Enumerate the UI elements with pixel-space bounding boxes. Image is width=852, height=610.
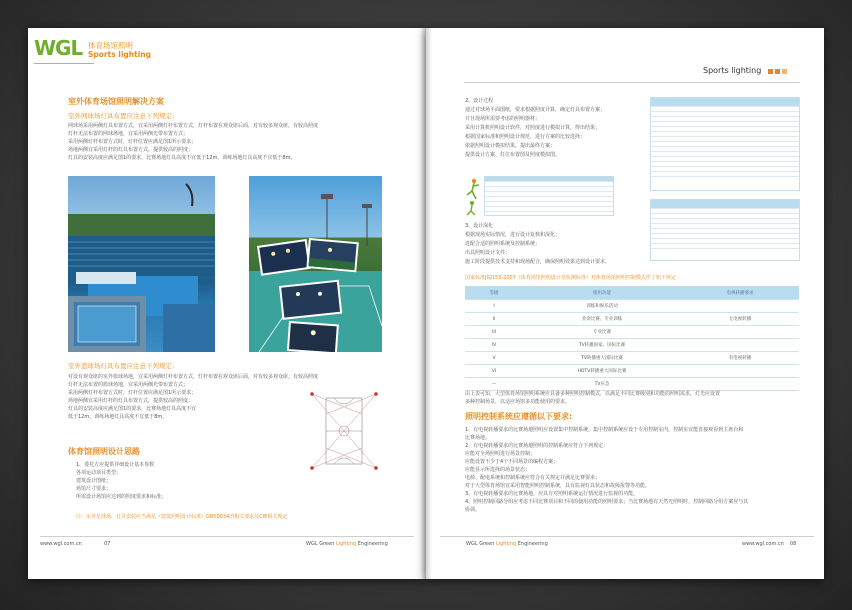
gym-line-5: 所需设计场馆应达到的照度要求和标准； [76, 494, 167, 500]
deepening-line-3: 选配合适的照明系统及控制系统； [465, 241, 541, 247]
right-footer-url[interactable]: www.wgl.com.cn [742, 541, 784, 547]
basketball-line-2: 灯杆无法布置的篮球场地，宜采用两侧光带布置方式； [68, 382, 189, 388]
standard-note: 国家标准JGJ153-2007《体育场馆照明设计及检测标准》对体育场馆照明控制模式作了如下规定： [465, 275, 681, 281]
deepening-line-5: 施工阶段提供技术支持和现场配合，确保照明效果达到设计要求。 [465, 259, 611, 265]
design-process-line-6: 依据照明设计模拟结果，提出最终方案； [465, 143, 556, 149]
brand-highlight: Lighting [335, 541, 357, 547]
lighting-grade-table [465, 286, 799, 391]
standard-values-table-2 [650, 199, 800, 261]
stadium-illustration [68, 176, 215, 352]
summary-line-2: 多种控制场景，以适应场馆多功能使用的要求。 [465, 399, 571, 405]
control-line-1: 1、有电视转播要求的比赛场地照明应设置集中控制系统，集中控制系统应设于专用控制室内，控制室宜能直接观看到主席台和 [465, 427, 744, 433]
cell-grade: IV [465, 339, 523, 352]
cell-function: 训练和娱乐活动 [523, 300, 681, 313]
design-process-line-5: 根据国家标准和照明设计规范，进行方案的比较选择； [465, 134, 586, 140]
basketball-line-6: 低于12m，训练场地灯具高度不宜低于8m。 [68, 414, 168, 420]
deepening-line-1: 3、设计深化 [465, 223, 494, 229]
cell-function: TV转播重大国际比赛 [523, 352, 681, 365]
table-header-grade: 等级 [465, 286, 523, 300]
court-illustration [249, 176, 382, 352]
deepening-line-4: 出具照明设计文件； [465, 250, 511, 256]
control-system-heading: 照明控制系统应遵循以下要求: [465, 412, 573, 421]
tennis-line-3: 采用两侧灯杆布置方式时，灯杆位置应满足图1所示要求； [68, 139, 197, 145]
brand-pre: WGL Green [466, 541, 496, 547]
cell-function: 业余比赛、专业训练 [523, 313, 681, 326]
brand-pre: WGL Green [306, 541, 336, 547]
brand-post: Engineering [516, 541, 548, 547]
control-line-10: 4、照明控制回路分组应考虑不同比赛项目和不同的使用功能的照明要求；当比赛场地有天然光照明时，控制回路分组方案应与其 [465, 499, 749, 505]
cell-tv [681, 326, 799, 339]
right-page-number: 08 [790, 541, 797, 547]
right-header-title: Sports lighting [703, 66, 762, 75]
table-row [465, 339, 799, 352]
basketball-line-3: 采用两侧灯杆布置方式时，灯杆位置应满足图1所示要求； [68, 390, 197, 396]
cell-grade: I [465, 300, 523, 313]
table-row [465, 313, 799, 326]
brand-post: Engineering [356, 541, 388, 547]
cell-tv: 有电视转播 [681, 352, 799, 365]
left-page-number: 07 [104, 541, 111, 547]
table-row [465, 300, 799, 313]
basketball-lighting-diagram [306, 384, 382, 476]
basketball-line-5: 灯具的安装高度应满足图1的要求，比赛场地灯具高度不宜 [68, 406, 197, 412]
design-process-line-7: 提供设计方案、灯位布置图及照度模拟图。 [465, 152, 561, 158]
gym-line-1: 1、委托方应提供详细设计基本参数 [76, 462, 155, 468]
cell-grade: III [465, 326, 523, 339]
control-line-9: 3、有电视转播要求的比赛场地，应具有对照明系统运行情况进行监视的功能。 [465, 491, 639, 497]
left-footer-brand [306, 541, 388, 547]
table-header-row [465, 286, 799, 300]
control-line-4: 应能对全场照明进行场景控制； [465, 451, 536, 457]
cell-function: 专业比赛 [523, 326, 681, 339]
design-process-line-1: 2、设计过程 [465, 98, 494, 104]
standard-values-table-1 [650, 97, 800, 191]
tennis-court-photo [249, 176, 382, 352]
header-square-2 [775, 69, 780, 74]
control-line-8: 对于大型体育场馆宜采用智能照明控制系统，具有监视灯具状态和故障报警等功能。 [465, 483, 651, 489]
control-line-7: 电源、配电系统和控制系统应符合有关规定并满足比赛要求； [465, 475, 601, 481]
design-process-line-2: 通过对球场平面图纸，要求根据照度计算，确定灯具布置方案； [465, 107, 606, 113]
logo-chinese-text: 体育场馆照明 [88, 41, 133, 50]
table-row [465, 326, 799, 339]
right-footer-brand [466, 541, 548, 547]
cell-grade: VI [465, 365, 523, 378]
logo-mark: WGL [34, 36, 83, 60]
tennis-stadium-photo [68, 176, 215, 352]
gym-design-heading: 体育馆照明设计思路 [68, 447, 140, 456]
table-row [465, 352, 799, 365]
left-page-title: 室外体育场馆照明解决方案 [68, 97, 164, 106]
cell-function: HDTV转播重大国际比赛 [523, 365, 681, 378]
summary-line-1: 由上表可知，大型体育场馆照明系统应具备多种照明控制模式，以满足不同比赛级别和功能的照明需求，灯光应设置 [465, 391, 721, 397]
basketball-line-4: 场地两侧宜采用灯杆的灯具布置方式，提供较高的照度； [68, 398, 194, 404]
logo-underline [34, 63, 94, 64]
table-row [465, 378, 799, 391]
cell-function: TV应急 [523, 378, 681, 391]
left-footer-url[interactable]: www.wgl.com.cn [40, 541, 82, 547]
left-footnote: 注：室外足球场、灯具安装应当满足《建筑照明设计标准》GB50034的相关要求及CIE相关规定 [76, 514, 288, 520]
header-square-3 [782, 69, 787, 74]
cell-function: TV转播国家、国际比赛 [523, 339, 681, 352]
gym-line-3: 建筑设计图纸； [76, 478, 112, 484]
control-line-5: 应能设置不少于4个不同场景的编程方案； [465, 459, 559, 465]
tennis-line-2: 灯杆无法布置的网球场地，宜采用两侧光带布置方式； [68, 131, 189, 137]
cell-tv [681, 365, 799, 378]
gym-line-4: 场馆尺寸要求； [76, 486, 112, 492]
right-footer-rule [440, 536, 814, 537]
cell-grade: V [465, 352, 523, 365]
illuminance-reference-table [484, 176, 614, 216]
cell-tv: 无电视转播 [681, 313, 799, 326]
design-process-line-3: 并且现场所需要考虑的照明器材； [465, 116, 541, 122]
header-square-1 [768, 69, 773, 74]
brand-highlight: Lighting [495, 541, 517, 547]
control-line-3: 2、有电视转播要求的比赛场地照明的控制系统应符合下列规定： [465, 443, 609, 449]
control-line-2: 比赛场地。 [465, 435, 491, 441]
tennis-line-1: 网球场采用两侧灯具布置方式，宜采用两侧灯杆布置方式，灯杆布置在观众席后面，对有较多观众席，有较高照度 [68, 123, 319, 129]
brand-logo [34, 36, 151, 60]
page-gutter [420, 28, 432, 579]
deepening-line-2: 根据现场实际情况，进行设计复核和深化； [465, 232, 561, 238]
logo-english-text: Sports lighting [88, 50, 151, 59]
athlete-figures-icon [462, 177, 484, 217]
control-line-6: 应能显示所选择的场景状态； [465, 467, 531, 473]
basketball-line-1: 对设有观众席的室外篮球场地，宜采用两侧灯杆布置方式，灯杆布置在观众席后面，对有较多观众席，有较高照度 [68, 374, 319, 380]
tennis-section-heading: 室外网球场灯具布置应注意下列规定: [68, 112, 175, 120]
basketball-section-heading: 室外篮球场灯具布置应注意下列规定: [68, 362, 175, 370]
left-footer-rule [40, 536, 414, 537]
table-row [465, 365, 799, 378]
right-header-rule [464, 82, 800, 83]
design-process-line-4: 采用计算机照明设计软件，对照度进行模拟计算，得出结果； [465, 125, 601, 131]
gym-line-2: 各项运动项目类型； [76, 470, 122, 476]
cell-tv [681, 339, 799, 352]
control-line-11: 协调。 [465, 507, 481, 513]
tennis-line-4: 场地两侧宜采用灯杆的灯具布置方式，提供较高的照度； [68, 147, 194, 153]
cell-grade: — [465, 378, 523, 391]
cell-tv [681, 378, 799, 391]
table-header-function: 使用功能 [523, 286, 681, 300]
cell-grade: II [465, 313, 523, 326]
cell-tv [681, 300, 799, 313]
table-header-tv: 电视转播要求 [681, 286, 799, 300]
tennis-line-5: 灯具的安装高度应满足图1的要求，比赛场地灯具高度不宜低于12m，训练场地灯具高度不宜低于8m。 [68, 155, 296, 161]
